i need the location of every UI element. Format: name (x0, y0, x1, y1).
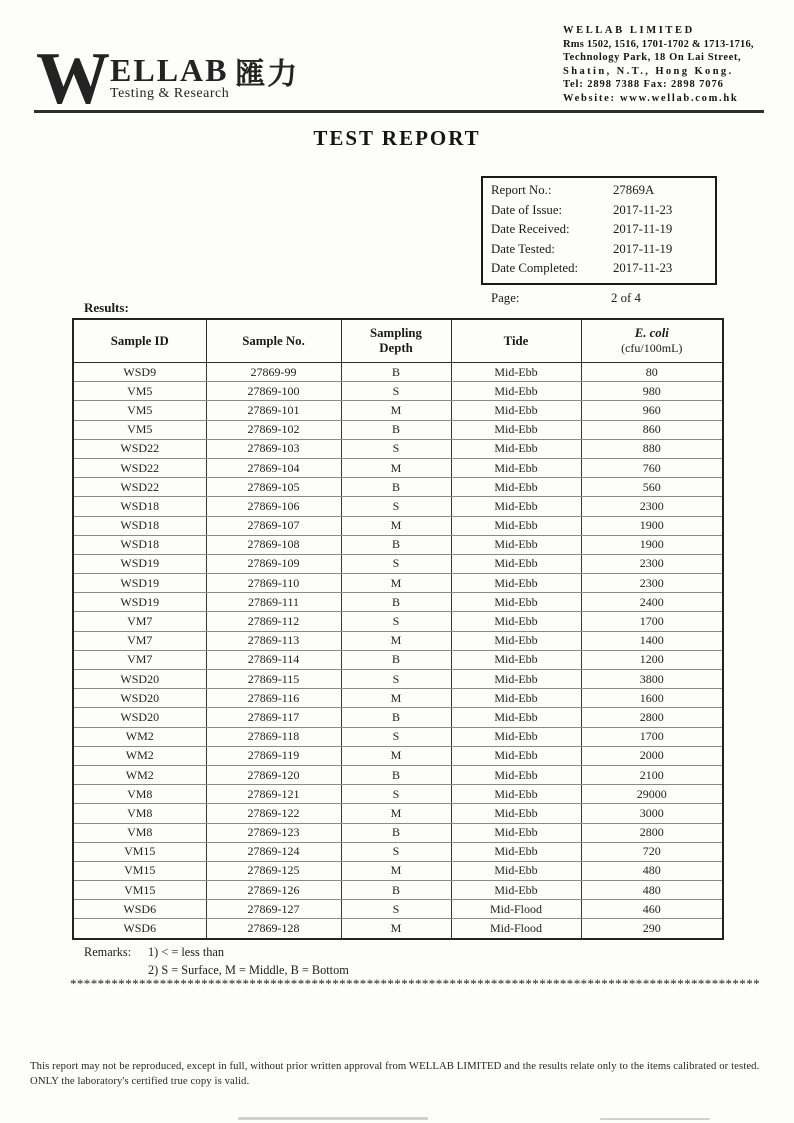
table-cell: Mid-Ebb (451, 478, 581, 497)
table-row (73, 689, 723, 708)
table-cell: Mid-Ebb (451, 574, 581, 593)
table-cell: Mid-Ebb (451, 708, 581, 727)
table-cell: 27869-119 (206, 746, 341, 765)
table-cell: S (341, 900, 451, 919)
table-cell: Mid-Ebb (451, 689, 581, 708)
ecoli-name: E. coli (634, 326, 669, 340)
table-cell: 27869-115 (206, 670, 341, 689)
table-cell: Mid-Ebb (451, 458, 581, 477)
table-cell: 27869-112 (206, 612, 341, 631)
table-cell: B (341, 823, 451, 842)
report-info-label: Date Completed: (491, 261, 579, 275)
table-cell: M (341, 401, 451, 420)
table-cell: WSD22 (73, 439, 206, 458)
table-cell: 27869-104 (206, 458, 341, 477)
table-row (73, 382, 723, 401)
table-cell: Mid-Ebb (451, 535, 581, 554)
table-cell: 27869-114 (206, 650, 341, 669)
table-cell: Mid-Ebb (451, 420, 581, 439)
table-cell: WSD19 (73, 554, 206, 573)
col-header-sample-id: Sample ID (73, 319, 206, 363)
table-cell: 27869-99 (206, 363, 341, 382)
table-cell: VM7 (73, 650, 206, 669)
table-cell: Mid-Ebb (451, 881, 581, 900)
table-cell: 2300 (581, 497, 723, 516)
table-row (73, 554, 723, 573)
results-table (72, 318, 724, 940)
col-header-sampling-depth (341, 319, 451, 363)
table-cell: Mid-Flood (451, 919, 581, 939)
table-cell: Mid-Ebb (451, 439, 581, 458)
table-row (73, 535, 723, 554)
table-cell: WSD20 (73, 708, 206, 727)
table-cell: WSD22 (73, 458, 206, 477)
table-cell: 1900 (581, 516, 723, 535)
address-line: Website: www.wellab.com.hk (563, 92, 739, 104)
logo-chinese-characters: 匯力 (235, 58, 300, 91)
results-table-header (73, 319, 723, 363)
table-row (73, 727, 723, 746)
table-cell: WSD19 (73, 574, 206, 593)
report-info-row (491, 181, 715, 201)
table-cell: B (341, 420, 451, 439)
table-cell: Mid-Ebb (451, 727, 581, 746)
remark-line: 1) < = less than (148, 945, 225, 959)
table-cell: 1400 (581, 631, 723, 650)
report-info-box (481, 176, 717, 285)
table-cell: 1700 (581, 612, 723, 631)
page-title: TEST REPORT (313, 126, 481, 150)
table-cell: B (341, 765, 451, 784)
wellab-logo (36, 38, 300, 120)
results-label: Results: (84, 300, 129, 315)
table-cell: B (341, 650, 451, 669)
table-cell: 27869-121 (206, 785, 341, 804)
table-cell: 1600 (581, 689, 723, 708)
report-info-value: 2017-11-19 (613, 222, 673, 236)
table-cell: S (341, 497, 451, 516)
table-cell: VM8 (73, 785, 206, 804)
table-cell: WSD18 (73, 535, 206, 554)
col-header-sample-no: Sample No. (206, 319, 341, 363)
table-cell: WSD6 (73, 900, 206, 919)
address-line: Shatin, N.T., Hong Kong. (563, 65, 734, 77)
table-row (73, 746, 723, 765)
table-cell: VM5 (73, 382, 206, 401)
table-cell: 290 (581, 919, 723, 939)
table-cell: Mid-Ebb (451, 631, 581, 650)
table-cell: B (341, 478, 451, 497)
report-info-value: 2017-11-19 (613, 241, 673, 256)
table-cell: VM15 (73, 842, 206, 861)
table-cell: VM8 (73, 804, 206, 823)
table-cell: S (341, 382, 451, 401)
table-cell: WSD6 (73, 919, 206, 939)
table-cell: 27869-108 (206, 535, 341, 554)
table-cell: WM2 (73, 746, 206, 765)
table-cell: M (341, 804, 451, 823)
table-cell: 880 (581, 439, 723, 458)
table-cell: 27869-117 (206, 708, 341, 727)
remark-line: 2) S = Surface, M = Middle, B = Bottom (148, 963, 349, 977)
page-indicator (481, 288, 717, 308)
table-row (73, 670, 723, 689)
table-cell: WM2 (73, 765, 206, 784)
table-cell: 27869-125 (206, 861, 341, 880)
scan-artifact (600, 1118, 710, 1120)
table-cell: WSD18 (73, 497, 206, 516)
report-info-row (491, 259, 715, 279)
table-cell: 27869-111 (206, 593, 341, 612)
table-cell: M (341, 689, 451, 708)
table-cell: VM5 (73, 401, 206, 420)
table-row (73, 401, 723, 420)
logo-wordmark: ELLAB (110, 52, 229, 88)
table-cell: Mid-Ebb (451, 516, 581, 535)
table-row (73, 593, 723, 612)
table-cell: 27869-127 (206, 900, 341, 919)
table-row (73, 785, 723, 804)
table-cell: 27869-126 (206, 881, 341, 900)
table-row (73, 516, 723, 535)
table-cell: B (341, 708, 451, 727)
table-cell: VM15 (73, 881, 206, 900)
table-cell: M (341, 574, 451, 593)
table-cell: 860 (581, 420, 723, 439)
table-cell: 27869-128 (206, 919, 341, 939)
table-row (73, 478, 723, 497)
table-cell: WSD9 (73, 363, 206, 382)
table-cell: S (341, 612, 451, 631)
table-row (73, 650, 723, 669)
remarks-label: Remarks: (84, 945, 132, 959)
page-label: Page: (491, 290, 520, 305)
table-cell: 720 (581, 842, 723, 861)
table-cell: 27869-107 (206, 516, 341, 535)
report-info-value: 27869A (613, 183, 655, 197)
col-header-ecoli (581, 319, 723, 363)
report-info-label: Report No.: (491, 183, 552, 197)
asterisk-separator: **************************************************************************************************** (70, 976, 760, 991)
sampling-depth-line1: Sampling (370, 326, 422, 340)
table-cell: 27869-101 (206, 401, 341, 420)
logo-text-stack (110, 50, 229, 102)
table-row (73, 420, 723, 439)
company-address-block (563, 24, 775, 106)
table-row (73, 900, 723, 919)
table-cell: 2800 (581, 823, 723, 842)
table-row (73, 574, 723, 593)
table-cell: 2300 (581, 574, 723, 593)
table-cell: 2300 (581, 554, 723, 573)
scan-artifact (238, 1117, 428, 1120)
table-cell: 2000 (581, 746, 723, 765)
table-cell: M (341, 631, 451, 650)
table-row (73, 804, 723, 823)
table-cell: 760 (581, 458, 723, 477)
table-cell: 27869-113 (206, 631, 341, 650)
table-cell: WSD20 (73, 670, 206, 689)
page-value: 2 of 4 (611, 290, 641, 305)
footer-disclaimer (30, 1059, 772, 1088)
table-cell: Mid-Ebb (451, 823, 581, 842)
table-cell: M (341, 516, 451, 535)
address-line: Rms 1502, 1516, 1701-1702 & 1713-1716, (563, 38, 754, 50)
report-info-label: Date Received: (491, 222, 570, 236)
remarks-lines (148, 943, 349, 979)
ecoli-unit: (cfu/100mL) (621, 341, 683, 355)
table-cell: 2800 (581, 708, 723, 727)
report-info-value: 2017-11-23 (613, 261, 673, 275)
table-cell: 1700 (581, 727, 723, 746)
table-cell: M (341, 746, 451, 765)
table-cell: 460 (581, 900, 723, 919)
table-cell: 560 (581, 478, 723, 497)
table-cell: B (341, 363, 451, 382)
table-cell: 3800 (581, 670, 723, 689)
company-name: WELLAB LIMITED (563, 25, 695, 36)
report-info (481, 176, 717, 308)
report-info-row (491, 201, 715, 221)
col-header-tide: Tide (451, 319, 581, 363)
table-cell: M (341, 919, 451, 939)
table-cell: VM7 (73, 612, 206, 631)
table-cell: 960 (581, 401, 723, 420)
header-row (73, 319, 723, 363)
table-cell: 27869-118 (206, 727, 341, 746)
footer-line: This report may not be reproduced, except in full, without prior written approval from WELLAB LIMITED and the results relate only to the items calibrated or tested. (30, 1060, 760, 1072)
table-row (73, 708, 723, 727)
table-row (73, 497, 723, 516)
table-cell: Mid-Ebb (451, 382, 581, 401)
table-cell: S (341, 439, 451, 458)
logo-tagline: Testing & Research (110, 86, 230, 101)
table-cell: VM8 (73, 823, 206, 842)
table-cell: 27869-105 (206, 478, 341, 497)
results-table-body (73, 363, 723, 939)
table-cell: Mid-Ebb (451, 670, 581, 689)
report-info-label: Date of Issue: (491, 202, 563, 217)
table-cell: S (341, 727, 451, 746)
table-cell: Mid-Ebb (451, 612, 581, 631)
table-cell: Mid-Ebb (451, 554, 581, 573)
table-cell: Mid-Ebb (451, 765, 581, 784)
table-cell: WSD18 (73, 516, 206, 535)
table-cell: 27869-123 (206, 823, 341, 842)
table-row (73, 919, 723, 939)
table-cell: 27869-124 (206, 842, 341, 861)
table-cell: S (341, 842, 451, 861)
table-cell: 27869-110 (206, 574, 341, 593)
header-divider (34, 110, 764, 113)
table-cell: M (341, 861, 451, 880)
table-cell: WSD22 (73, 478, 206, 497)
table-cell: Mid-Flood (451, 900, 581, 919)
table-cell: Mid-Ebb (451, 497, 581, 516)
table-cell: Mid-Ebb (451, 650, 581, 669)
table-cell: M (341, 458, 451, 477)
table-cell: Mid-Ebb (451, 804, 581, 823)
table-cell: 27869-102 (206, 420, 341, 439)
table-row (73, 881, 723, 900)
table-row (73, 439, 723, 458)
table-row (73, 458, 723, 477)
sampling-depth-line2: Depth (379, 341, 413, 355)
table-cell: 480 (581, 861, 723, 880)
table-cell: B (341, 535, 451, 554)
table-cell: S (341, 670, 451, 689)
table-cell: WM2 (73, 727, 206, 746)
table-cell: Mid-Ebb (451, 363, 581, 382)
table-cell: 27869-120 (206, 765, 341, 784)
table-cell: 27869-103 (206, 439, 341, 458)
table-cell: B (341, 593, 451, 612)
table-cell: B (341, 881, 451, 900)
table-cell: VM15 (73, 861, 206, 880)
table-cell: Mid-Ebb (451, 842, 581, 861)
table-cell: VM5 (73, 420, 206, 439)
table-cell: 27869-100 (206, 382, 341, 401)
table-row (73, 765, 723, 784)
table-cell: 2400 (581, 593, 723, 612)
table-row (73, 823, 723, 842)
table-cell: Mid-Ebb (451, 861, 581, 880)
table-row (73, 842, 723, 861)
table-cell: 980 (581, 382, 723, 401)
table-cell: Mid-Ebb (451, 746, 581, 765)
report-info-value: 2017-11-23 (613, 202, 673, 217)
table-row (73, 363, 723, 382)
address-line: Tel: 2898 7388 Fax: 2898 7076 (563, 79, 724, 91)
table-cell: Mid-Ebb (451, 785, 581, 804)
table-cell: 2100 (581, 765, 723, 784)
table-cell: 1900 (581, 535, 723, 554)
company-address-lines (563, 38, 775, 106)
table-cell: Mid-Ebb (451, 401, 581, 420)
table-cell: VM7 (73, 631, 206, 650)
table-cell: Mid-Ebb (451, 593, 581, 612)
table-row (73, 631, 723, 650)
table-cell: S (341, 554, 451, 573)
table-row (73, 861, 723, 880)
table-cell: 27869-109 (206, 554, 341, 573)
table-row (73, 612, 723, 631)
table-cell: 480 (581, 881, 723, 900)
report-info-label: Date Tested: (491, 241, 555, 256)
logo-initial: W (36, 38, 108, 120)
table-cell: 1200 (581, 650, 723, 669)
address-line: Technology Park, 18 On Lai Street, (563, 52, 742, 64)
table-cell: 29000 (581, 785, 723, 804)
table-cell: 80 (581, 363, 723, 382)
table-cell: 27869-122 (206, 804, 341, 823)
table-cell: 3000 (581, 804, 723, 823)
remarks (84, 943, 349, 979)
report-info-row (491, 220, 715, 240)
footer-line: ONLY the laboratory's certified true copy is valid. (30, 1074, 250, 1087)
table-cell: WSD19 (73, 593, 206, 612)
table-cell: 27869-116 (206, 689, 341, 708)
table-cell: WSD20 (73, 689, 206, 708)
table-cell: S (341, 785, 451, 804)
report-info-row (491, 240, 715, 260)
table-cell: 27869-106 (206, 497, 341, 516)
